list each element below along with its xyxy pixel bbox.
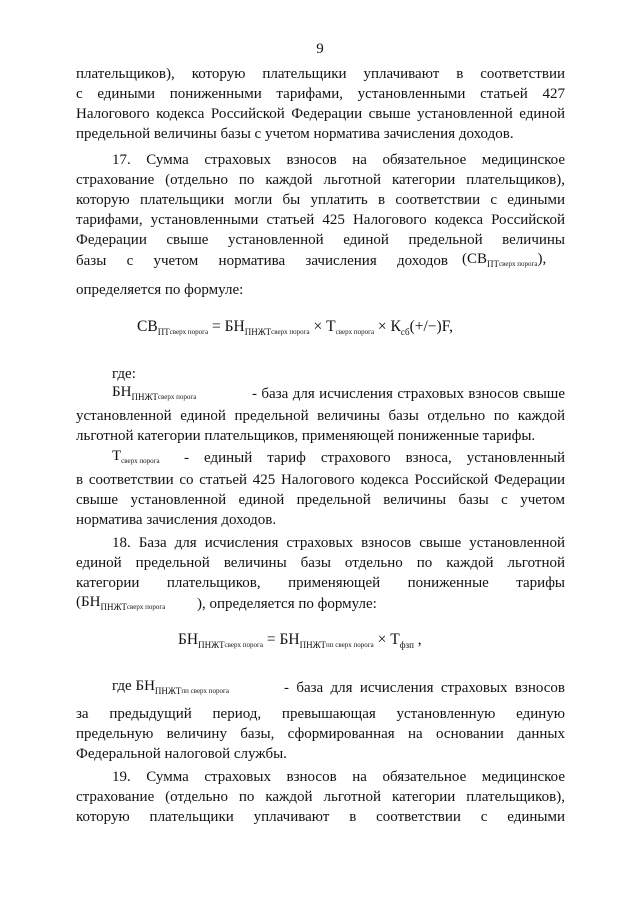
symbol-bn-pnzht: $БН_{ПНЖТсверх порога}$ bbox=[112, 384, 197, 402]
text-line: определяется по формуле: bbox=[76, 282, 244, 298]
text-line: - база для исчисления страховых взносов свыше bbox=[252, 386, 565, 402]
text-line: Федеральной налоговой службы. bbox=[76, 746, 287, 762]
text-line: льготной категории плательщиков, применяющей пониженные тарифы. bbox=[76, 428, 536, 444]
inline-symbol-sv-pt: $(СВ_{ПТсверх порога})$, bbox=[462, 251, 547, 269]
text-line: категории плательщиков, применяющей пониженные тарифы bbox=[76, 575, 565, 591]
symbol-t: $Т_{сверх порога}$ bbox=[112, 448, 160, 465]
text-line: за предыдущий период, превышающая установленную единую bbox=[76, 706, 565, 722]
text-line: Федерации свыше установленной единой предельной величины bbox=[76, 232, 565, 248]
text-line: где $БН_{ПНЖТпп сверх порога}$ bbox=[112, 678, 230, 696]
text-line: свыше установленной единой предельной величины базы с учетом bbox=[76, 492, 565, 508]
text-line: 18. База для исчисления страховых взносов свыше установленной bbox=[112, 535, 565, 551]
text-line: - база для исчисления страховых взносов bbox=[284, 680, 565, 696]
text-line: плательщиков), которую плательщики уплачивают в соответствии bbox=[76, 66, 565, 82]
text-line: норматива зачисления доходов. bbox=[76, 512, 277, 528]
text-line: страхование (отдельно по каждой льготной категории плательщиков), bbox=[76, 789, 565, 805]
text-line: в соответствии со статьей 425 Налогового кодекса Российской Федерации bbox=[76, 472, 565, 488]
text-line: Налогового кодекса Российской Федерации свыше установленной единой bbox=[76, 106, 565, 122]
text-line: - единый тариф страхового взноса, установленный bbox=[184, 450, 565, 466]
text-line: которую плательщики могли бы уплатить в соответствии с едиными bbox=[76, 192, 565, 208]
text-line: предельной величины базы с учетом норматива зачисления доходов. bbox=[76, 126, 514, 142]
text-line: ), определяется по формуле: bbox=[197, 596, 377, 612]
text-line: страхование (отдельно по каждой льготной категории плательщиков), bbox=[76, 172, 565, 188]
text-line: 19. Сумма страховых взносов на обязательное медицинское bbox=[112, 769, 565, 785]
text-line: установленной единой предельной величины базы отдельно по каждой bbox=[76, 408, 565, 424]
text-line: предельную величину базы, сформированная на основании данных bbox=[76, 726, 565, 742]
text-line: 17. Сумма страховых взносов на обязательное медицинское bbox=[112, 152, 565, 168]
formula-17: $СВ_{ПТсверх порога} = БН_{ПНЖТсверх порога} \times Т_{сверх порога} \times К_{сб}(+/-)F$, bbox=[137, 318, 453, 337]
text-line: с едиными пониженными тарифами, установленными статьей 427 bbox=[76, 86, 565, 102]
formula-18: $БН_{ПНЖТсверх порога} = БН_{ПНЖТпп сверх порога} \times Т_{фзп}$ , bbox=[178, 631, 422, 650]
text-line: тарифами, установленными статьей 425 Налогового кодекса Российской bbox=[76, 212, 565, 228]
text-line: единой предельной величины базы отдельно по каждой льготной bbox=[76, 555, 565, 571]
text-line: которую плательщики уплачивают в соответствии с едиными bbox=[76, 809, 565, 825]
page-number: 9 bbox=[316, 41, 324, 57]
text-line: где: bbox=[112, 366, 136, 382]
inline-symbol-bn-pnzht: ($БН_{ПНЖТсверх порога}$ bbox=[76, 594, 166, 612]
text-line: базы с учетом норматива зачисления доходов bbox=[76, 253, 448, 269]
